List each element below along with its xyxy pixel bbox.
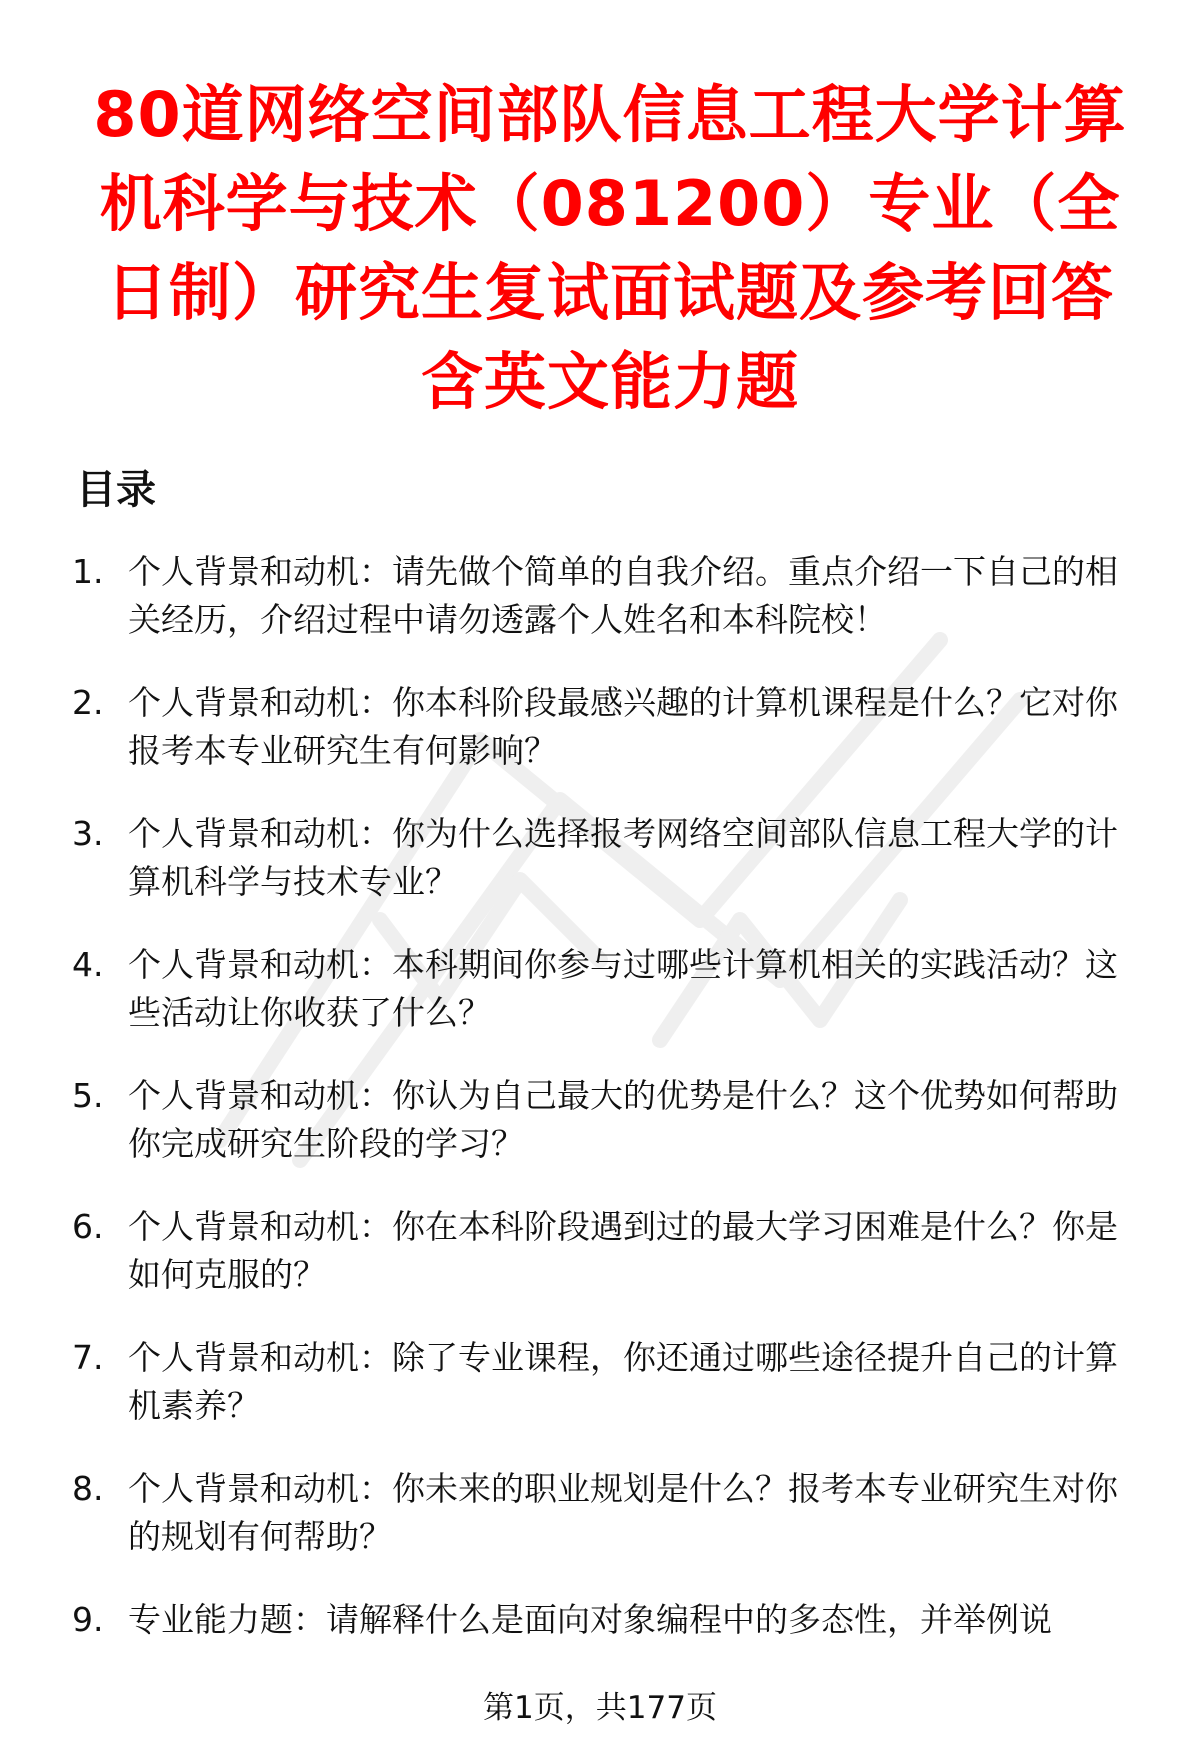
question-text: 个人背景和动机：你在本科阶段遇到过的最大学习困难是什么？你是如何克服的？ — [128, 1207, 1118, 1294]
list-item — [0, 548, 1200, 679]
question-text: 专业能力题：请解释什么是面向对象编程中的多态性，并举例说 — [128, 1600, 1052, 1639]
question-text: 个人背景和动机：你本科阶段最感兴趣的计算机课程是什么？它对你报考本专业研究生有何影响？ — [128, 683, 1118, 770]
question-text: 个人背景和动机：你为什么选择报考网络空间部队信息工程大学的计算机科学与技术专业？ — [128, 814, 1118, 901]
list-item — [0, 1334, 1200, 1465]
question-number: 1. — [72, 552, 104, 591]
question-number: 2. — [72, 683, 104, 722]
list-item — [0, 1203, 1200, 1334]
question-number: 3. — [72, 814, 104, 853]
question-text: 个人背景和动机：除了专业课程，你还通过哪些途径提升自己的计算机素养？ — [128, 1338, 1118, 1425]
document-title: 80道网络空间部队信息工程大学计算机科学与技术（081200）专业（全日制）研究生复试面试题及参考回答含英文能力题 — [93, 78, 1127, 418]
question-text: 个人背景和动机：本科期间你参与过哪些计算机相关的实践活动？这些活动让你收获了什么？ — [128, 945, 1118, 1032]
question-number: 9. — [72, 1600, 104, 1639]
question-list — [0, 548, 1200, 1727]
question-number: 8. — [72, 1469, 104, 1508]
toc-heading: 目录 — [76, 467, 156, 513]
question-text: 个人背景和动机：请先做个简单的自我介绍。重点介绍一下自己的相关经历，介绍过程中请勿透露个人姓名和本科院校！ — [128, 552, 1118, 639]
question-number: 7. — [72, 1338, 104, 1377]
question-text: 个人背景和动机：你未来的职业规划是什么？报考本专业研究生对你的规划有何帮助？ — [128, 1469, 1118, 1556]
question-number: 6. — [72, 1207, 104, 1246]
question-number: 5. — [72, 1076, 104, 1115]
list-item — [0, 941, 1200, 1072]
list-item — [0, 679, 1200, 810]
page-number: 第1页，共177页 — [483, 1690, 717, 1726]
question-text: 个人背景和动机：你认为自己最大的优势是什么？这个优势如何帮助你完成研究生阶段的学习？ — [128, 1076, 1118, 1163]
list-item — [0, 1465, 1200, 1596]
list-item — [0, 1072, 1200, 1203]
question-number: 4. — [72, 945, 104, 984]
list-item — [0, 810, 1200, 941]
